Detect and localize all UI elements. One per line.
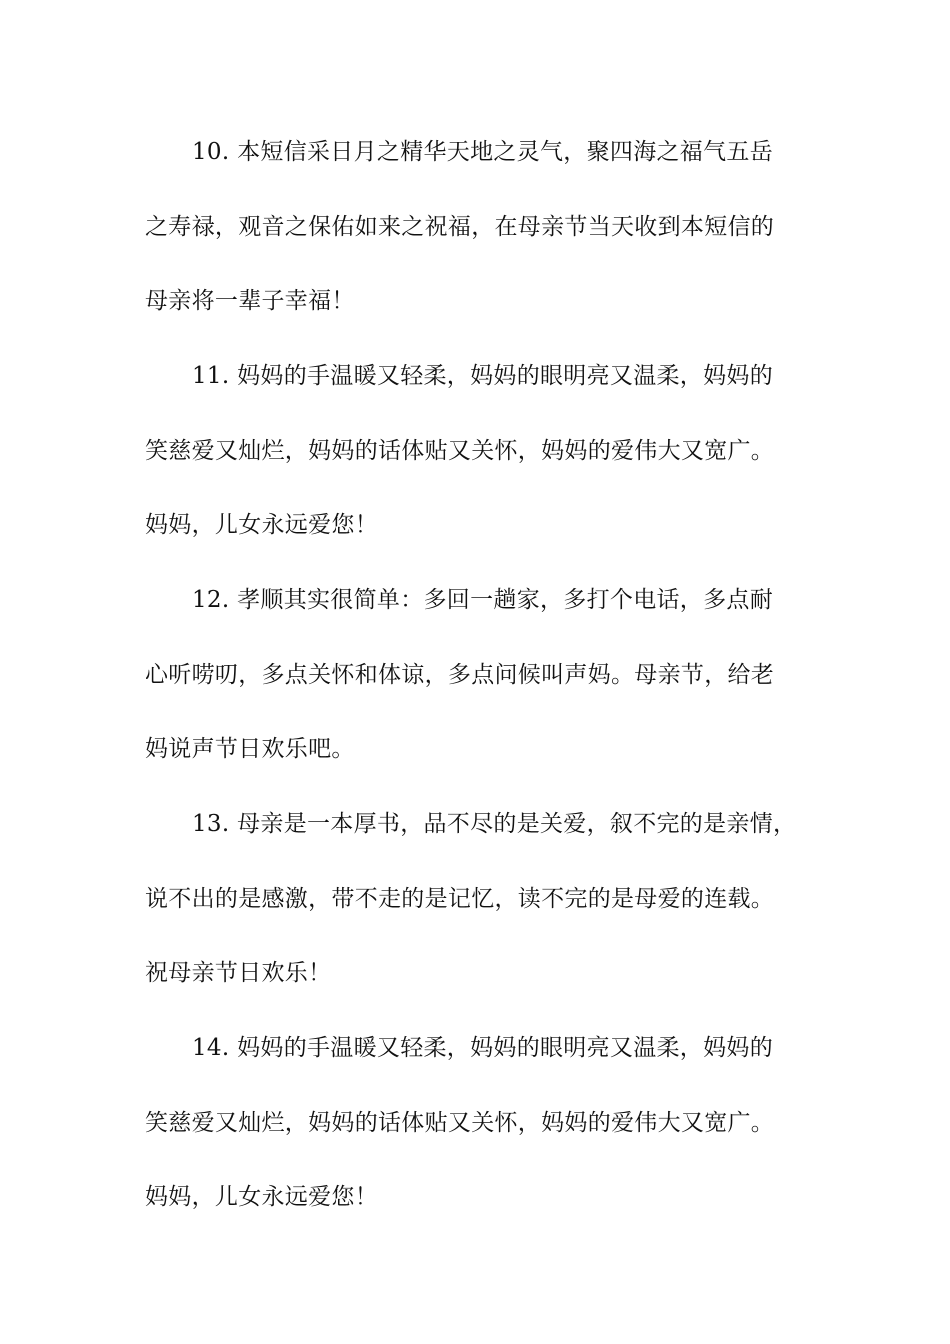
paragraph-12-line-2: 心听唠叨，多点关怀和体谅，多点问候叫声妈。母亲节，给老 [145,662,775,688]
paragraph-12-line-1: 12. 孝顺其实很简单：多回一趟家，多打个电话，多点耐 [192,587,773,613]
paragraph-13-line-2: 说不出的是感激，带不走的是记忆，读不完的是母爱的连载。 [145,886,775,912]
paragraph-13-line-1: 13. 母亲是一本厚书，品不尽的是关爱，叙不完的是亲情， [192,811,797,837]
paragraph-10-line-1: 10. 本短信采日月之精华天地之灵气，聚四海之福气五岳 [192,139,773,165]
paragraph-11-line-2: 笑慈爱又灿烂，妈妈的话体贴又关怀，妈妈的爱伟大又宽广。 [145,438,775,464]
paragraph-13-line-3: 祝母亲节日欢乐！ [145,960,332,986]
paragraph-10-line-3: 母亲将一辈子幸福！ [145,288,355,314]
paragraph-14-line-3: 妈妈，儿女永远爱您！ [145,1184,378,1210]
paragraph-12-line-3: 妈说声节日欢乐吧。 [145,736,355,762]
paragraph-14-line-1: 14. 妈妈的手温暖又轻柔，妈妈的眼明亮又温柔，妈妈的 [192,1035,773,1061]
paragraph-11-line-3: 妈妈，儿女永远爱您！ [145,512,378,538]
paragraph-14-line-2: 笑慈爱又灿烂，妈妈的话体贴又关怀，妈妈的爱伟大又宽广。 [145,1110,775,1136]
paragraph-11-line-1: 11. 妈妈的手温暖又轻柔，妈妈的眼明亮又温柔，妈妈的 [192,363,773,389]
paragraph-10-line-2: 之寿禄，观音之保佑如来之祝福，在母亲节当天收到本短信的 [145,214,775,240]
